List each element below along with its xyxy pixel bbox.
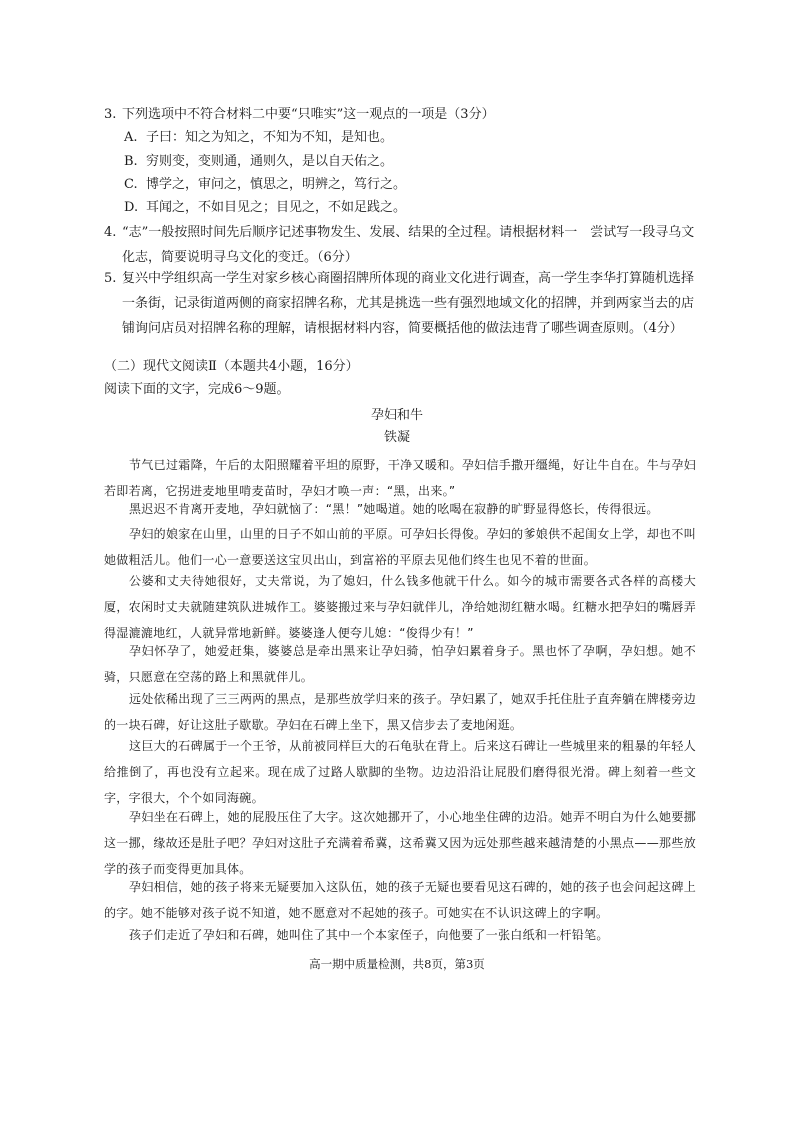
option-d: [124, 198, 406, 218]
question-number: 5.: [104, 271, 117, 286]
section-instruction: 阅读下面的文字，完成6～9题。: [104, 382, 290, 397]
paragraph: 节气已过霜降，午后的太阳照耀着平坦的原野，干净又暖和。孕妇信手撒开缰绳，好让牛自在。牛与孕妇若即若离，它拐进麦地里啃麦苗时，孕妇才唤一声：“黑，出来。”: [104, 458, 696, 498]
paragraph: 孩子们走近了孕妇和石碑，她叫住了其中一个本家侄子，向他要了一张白纸和一杆铅笔。: [129, 928, 609, 942]
question-text: “志”一般按照时间先后顺序记述事物发生、发展、结果的全过程。请根据材料一 尝试写一段寻乌文化志，简要说明寻乌文化的变迁。（6分）: [122, 225, 695, 265]
option-b: [124, 152, 393, 172]
question-5: [104, 266, 696, 341]
question-number: 3.: [104, 107, 117, 122]
article-author: 铁凝: [383, 430, 410, 445]
paragraph: 孕妇怀孕了，她爱赶集，婆婆总是牵出黑来让孕妇骑，怕孕妇累着身子。黑也怀了孕啊，孕妇想。她不骑，只愿意在空荡的路上和黑就伴儿。: [104, 644, 696, 684]
paragraph: 孕妇坐在石碑上，她的屁股压住了大字。这次她挪开了，小心地坐住碑的边沿。她弄不明白为什么她要挪这一挪，缘故还是肚子吧？孕妇对这肚子充满着希冀，这希冀又因为远处那些越来越清楚的小黑点——那些放学的孩子而变得更加具体。: [104, 810, 696, 876]
paragraph: 远处依稀出现了三三两两的黑点，是那些放学归来的孩子。孕妇累了，她双手托住肚子直奔躺在牌楼旁边的一块石碑，好让这肚子歇歇。孕妇在石碑上坐下，黑又信步去了麦地闲逛。: [104, 692, 696, 732]
option-text: 子曰：知之为知之，不知为不知，是知也。: [146, 130, 394, 145]
page-footer: 高一期中质量检测，共8页，第3页: [309, 957, 485, 971]
option-letter: D.: [124, 200, 139, 215]
option-c: [124, 175, 406, 195]
section-heading: （二）现代文阅读Ⅱ（本题共4小题，16分）: [104, 359, 359, 374]
question-number: 4.: [104, 225, 117, 240]
question-4: [104, 220, 696, 270]
paragraph: 这巨大的石碑属于一个王爷，从前被同样巨大的石龟驮在背上。后来这石碑让一些城里来的粗暴的年轻人给推倒了，再也没有立起来。现在成了过路人歇脚的坐物。边边沿沿让屁股们磨得很光滑。碑上刻着一些文字，字很大，个个如同海碗。: [104, 739, 696, 805]
paragraph: 黑迟迟不肯离开麦地，孕妇就恼了：“黑！”她喝道。她的吆喝在寂静的旷野显得悠长，传得很远。: [129, 502, 659, 516]
paragraph: 孕妇相信，她的孩子将来无疑要加入这队伍，她的孩子无疑也要看见这石碑的，她的孩子也会问起这碑上的字。她不能够对孩子说不知道，她不愿意对不起她的孩子。可她实在不认识这碑上的字啊。: [104, 880, 696, 920]
option-a: [124, 128, 393, 148]
option-letter: A.: [124, 130, 138, 145]
article-title: 孕妇和牛: [370, 408, 423, 423]
option-letter: C.: [124, 177, 138, 192]
paragraph: 孕妇的娘家在山里，山里的日子不如山前的平原。可孕妇长得俊。孕妇的爹娘供不起闺女上学，却也不叫她做粗活儿。他们一心一意要送这宝贝出山，到富裕的平原去见他们终生也见不着的世面。: [104, 527, 696, 567]
question-text: 复兴中学组织高一学生对家乡核心商圈招牌所体现的商业文化进行调查，高一学生李华打算随机选择一条街，记录街道两侧的商家招牌名称，尤其是挑选一些有强烈地域文化的招牌，并到两家当去的店铺询问店员对招牌名称的理解，请根据材料内容，简要概括他的做法违背了哪些调查原则。（4分）: [122, 271, 695, 336]
option-text: 耳闻之，不如目见之；目见之，不如足践之。: [146, 200, 407, 215]
option-text: 穷则变，变则通，通则久，是以自天佑之。: [146, 154, 394, 169]
paragraph: 公婆和丈夫待她很好，丈夫常说，为了媳妇，什么钱多他就干什么。如今的城市需要各式各样的高楼大厦，农闲时丈夫就随建筑队进城作工。婆婆搬过来与孕妇就伴儿，净给她沏红糖水喝。红糖水把孕妇的嘴唇弄得湿漉漉地红，人就异常地新鲜。婆婆逢人便夸儿媳：“俊得少有！”: [104, 574, 696, 640]
question-3: [104, 102, 696, 127]
option-text: 博学之，审问之，慎思之，明辨之，笃行之。: [146, 177, 407, 192]
option-letter: B.: [124, 154, 138, 169]
question-text: 下列选项中不符合材料二中要“只唯实”这一观点的一项是（3分）: [122, 107, 495, 122]
